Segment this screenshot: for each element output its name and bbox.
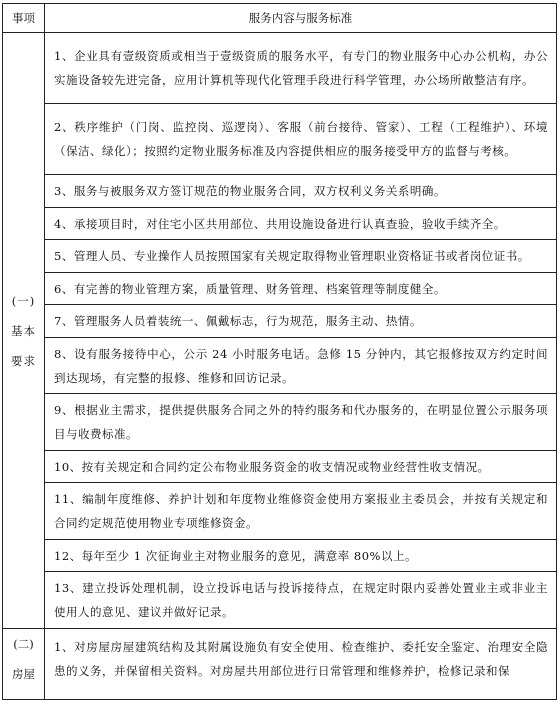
requirement-item: 1、企业具有壹级资质或相当于壹级资质的服务水平，有专门的物业服务中心办公机构，办公实施设备较先进完备，应用计算机等现代化管理手段进行科学管理，办公场所敞整洁有序。	[45, 33, 557, 104]
category-number: (二)	[13, 637, 34, 651]
requirement-item: 3、服务与被服务双方签订规范的物业服务合同，双方权利义务关系明确。	[45, 175, 557, 208]
requirement-item: 6、有完善的物业管理方案，质量管理、财务管理、档案管理等制度健全。	[45, 273, 557, 305]
requirement-item: 10、按有关规定和合同约定公布物业服务资金的收支情况或物业经营性收支情况。	[45, 451, 557, 483]
table-row	[3, 394, 557, 451]
table-row	[3, 629, 557, 700]
requirement-item: 12、每年至少 1 次征询业主对物业服务的意见，满意率 80%以上。	[45, 540, 557, 572]
requirement-item: 1、对房屋房屋建筑结构及其附属设施负有安全使用、检查维护、委托安全鉴定、治理安全隐患的义务，并保留相关资料。对房屋共用部位进行日常管理和维修养护，检修记录和保	[45, 629, 557, 700]
table-row	[3, 208, 557, 240]
header-item: 事项	[3, 4, 45, 33]
table-row	[3, 338, 557, 394]
requirement-item: 4、承接项目时，对住宅小区共用部位、共用设施设备进行认真查验，验收手续齐全。	[45, 208, 557, 240]
requirement-item: 2、秩序维护（门岗、监控岗、巡逻岗）、客服（前台接待、管家）、工程（工程维护）、环境（保洁、绿化）；按照约定物业服务标准及内容提供相应的服务接受甲方的监督与考核。	[45, 104, 557, 175]
requirement-item: 8、设有服务接待中心，公示 24 小时服务电话。急修 15 分钟内，其它报修按双方约定时间到达现场，有完整的报修、维修和回访记录。	[45, 338, 557, 394]
table-row	[3, 451, 557, 483]
header-content: 服务内容与服务标准	[45, 4, 557, 33]
requirement-item: 11、编制年度维修、养护计划和年度物业维修资金使用方案报业主委员会，并按有关规定和合同约定规范使用物业专项维修资金。	[45, 483, 557, 540]
table-row	[3, 273, 557, 305]
table-row	[3, 104, 557, 175]
category-house	[3, 629, 45, 700]
table-row	[3, 175, 557, 208]
requirement-item: 5、管理人员、专业操作人员按照国家有关规定取得物业管理职业资格证书或者岗位证书。	[45, 240, 557, 273]
table-row	[3, 483, 557, 540]
category-basic-requirements	[3, 33, 45, 629]
requirement-item: 9、根据业主需求，提供提供服务合同之外的特约服务和代办服务的，在明显位置公示服务项目与收费标准。	[45, 394, 557, 451]
category-number: (一)	[11, 293, 36, 308]
category-label-line: 基本	[11, 323, 36, 338]
table-row	[3, 240, 557, 273]
requirement-item: 7、管理服务人员着装统一、佩戴标志，行为规范，服务主动、热情。	[45, 305, 557, 338]
table-row	[3, 305, 557, 338]
service-standard-table	[2, 3, 557, 700]
table-row	[3, 33, 557, 104]
category-label-line: 房屋	[12, 667, 35, 681]
table-header-row	[3, 4, 557, 33]
table-row	[3, 540, 557, 572]
requirement-item: 13、建立投诉处理机制，设立投诉电话与投诉接待点，在规定时限内妥善处置业主或非业主使用人的意见、建议并做好记录。	[45, 572, 557, 629]
category-label-line: 要求	[11, 353, 36, 368]
table-row	[3, 572, 557, 629]
